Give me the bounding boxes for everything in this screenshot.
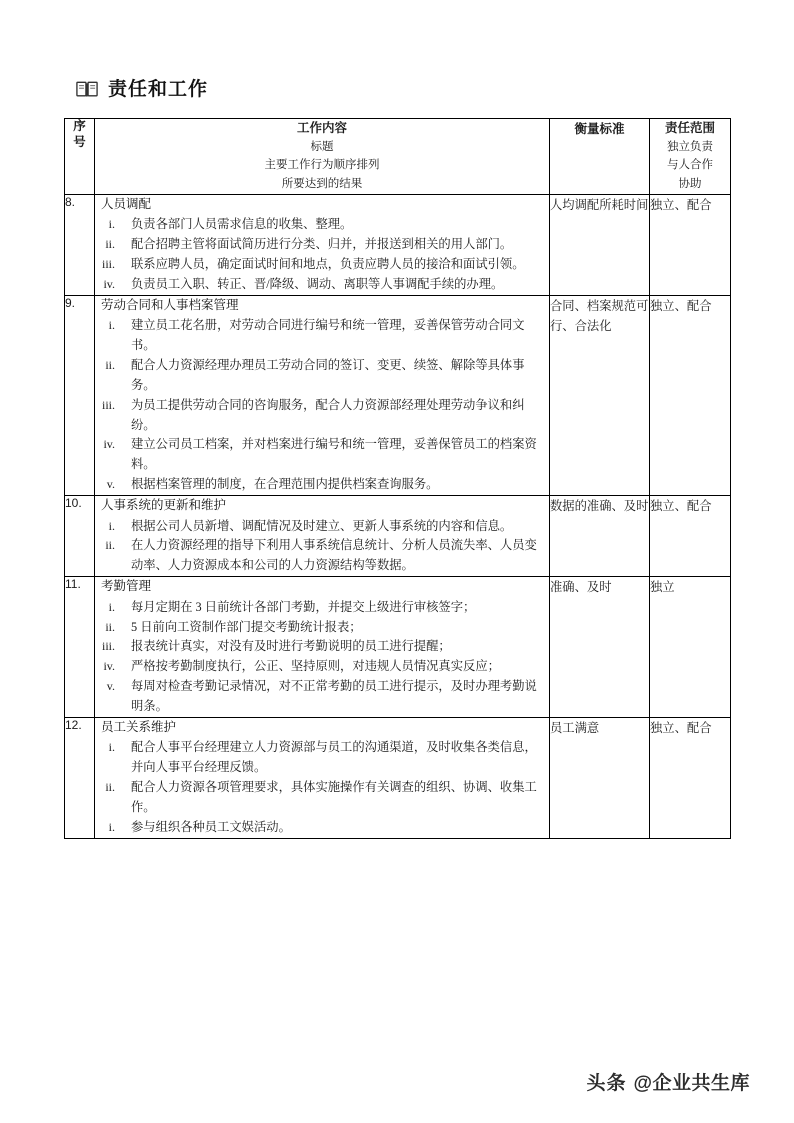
list-item-text: 配合招聘主管将面试简历进行分类、归并，并报送到相关的用人部门。 xyxy=(131,236,513,251)
row-work-content xyxy=(95,194,550,295)
row-sequence-number: 8. xyxy=(65,194,95,295)
list-item xyxy=(95,536,549,576)
row-sequence-number: 12. xyxy=(65,718,95,839)
list-item-text: 根据档案管理的制度，在合理范围内提供档案查询服务。 xyxy=(131,477,439,492)
column-header-sequence xyxy=(65,119,95,195)
table-row xyxy=(65,577,731,718)
list-item-marker: i. xyxy=(108,740,115,755)
row-responsibility-scope: 独立、配合 xyxy=(650,496,731,577)
list-item xyxy=(95,215,549,235)
list-item-text: 参与组织各种员工文娱活动。 xyxy=(131,820,291,835)
list-item xyxy=(95,517,549,537)
row-work-content-title: 员工关系维护 xyxy=(101,720,177,735)
column-header-work-content-sub1: 标题 xyxy=(310,140,334,153)
table-row xyxy=(65,295,731,496)
list-item xyxy=(95,356,549,396)
column-header-sequence-line2: 号 xyxy=(73,134,86,149)
row-sequence-number: 11. xyxy=(65,577,95,718)
list-item-marker: iii. xyxy=(101,639,115,654)
responsibilities-table xyxy=(64,118,731,839)
list-item-text: 根据公司人员新增、调配情况及时建立、更新人事系统的内容和信息。 xyxy=(131,518,513,533)
list-item-marker: ii. xyxy=(105,357,115,372)
row-responsibility-scope: 独立、配合 xyxy=(650,295,731,496)
column-header-scope-title: 责任范围 xyxy=(664,121,715,135)
list-item-marker: i. xyxy=(108,599,115,614)
page-title-text: 责任和工作 xyxy=(108,79,209,100)
list-item-text: 配合人事平台经理建立人力资源部与员工的沟通渠道，及时收集各类信息，并向人事平台经理反馈。 xyxy=(131,740,537,775)
row-work-content-title: 人事系统的更新和维护 xyxy=(101,498,227,513)
watermark-account: @企业共生库 xyxy=(633,1073,750,1094)
list-item-text: 建立员工花名册，对劳动合同进行编号和统一管理，妥善保管劳动合同文书。 xyxy=(131,318,525,352)
list-item-marker: i. xyxy=(108,518,115,533)
list-item xyxy=(95,255,549,275)
row-sequence-number: 10. xyxy=(65,496,95,577)
row-work-content-title: 考勤管理 xyxy=(101,579,152,594)
row-work-content-list xyxy=(95,517,549,577)
list-item xyxy=(95,598,549,618)
list-item-marker: i. xyxy=(108,820,115,835)
row-work-content xyxy=(95,496,550,577)
row-measurement-standard: 员工满意 xyxy=(550,718,650,839)
row-measurement-standard: 准确、及时 xyxy=(550,577,650,718)
page-title xyxy=(76,80,208,99)
row-measurement-standard: 人均调配所耗时间 xyxy=(550,194,650,295)
row-work-content-list xyxy=(95,738,549,838)
row-work-content-list xyxy=(95,316,549,495)
row-work-content-list xyxy=(95,598,549,717)
list-item xyxy=(95,657,549,677)
list-item-marker: ii. xyxy=(105,538,115,553)
list-item xyxy=(95,316,549,356)
table-header-row xyxy=(65,119,731,195)
list-item-marker: iii. xyxy=(101,256,115,271)
list-item xyxy=(95,637,549,657)
column-header-work-content xyxy=(95,119,550,195)
watermark-logo: 头条 xyxy=(586,1073,627,1094)
list-item-marker: ii. xyxy=(105,780,115,795)
list-item-text: 配合人力资源各项管理要求，具体实施操作有关调查的组织、协调、收集工作。 xyxy=(131,780,537,815)
list-item-marker: iv. xyxy=(103,437,115,452)
open-book-icon xyxy=(76,81,98,99)
row-responsibility-scope: 独立 xyxy=(650,577,731,718)
row-work-content-title: 劳动合同和人事档案管理 xyxy=(101,297,239,312)
column-header-standard: 衡量标准 xyxy=(550,119,650,195)
list-item-text: 每月定期在 3 日前统计各部门考勤，并提交上级进行审核签字； xyxy=(131,599,476,614)
watermark xyxy=(586,1068,750,1095)
list-item-marker: ii. xyxy=(105,619,115,634)
row-work-content xyxy=(95,295,550,496)
list-item-marker: v. xyxy=(106,679,115,694)
row-responsibility-scope: 独立、配合 xyxy=(650,718,731,839)
list-item xyxy=(95,235,549,255)
list-item xyxy=(95,677,549,717)
column-header-work-content-sub3: 所要达到的结果 xyxy=(281,178,363,190)
list-item-marker: iii. xyxy=(101,397,115,412)
column-header-scope-sub2: 与人合作 xyxy=(667,159,713,172)
list-item-text: 负责各部门人员需求信息的收集、整理。 xyxy=(131,217,353,231)
column-header-scope xyxy=(650,119,731,195)
list-item xyxy=(95,275,549,295)
column-header-scope-sub3: 协助 xyxy=(678,178,702,190)
row-work-content xyxy=(95,718,550,839)
row-work-content xyxy=(95,577,550,718)
list-item-text: 在人力资源经理的指导下利用人事系统信息统计、分析人员流失率、人员变动率、人力资源成本和公司的人力资源结构等数据。 xyxy=(131,538,537,573)
row-work-content-title: 人员调配 xyxy=(101,196,152,211)
row-measurement-standard: 合同、档案规范可行、合法化 xyxy=(550,295,650,496)
row-measurement-standard: 数据的准确、及时 xyxy=(550,496,650,577)
row-work-content-list xyxy=(95,215,549,295)
list-item-text: 每周对检查考勤记录情况，对不正常考勤的员工进行提示，及时办理考勤说明条。 xyxy=(131,679,537,714)
list-item-marker: ii. xyxy=(105,236,115,251)
list-item-text: 建立公司员工档案，并对档案进行编号和统一管理，妥善保管员工的档案资料。 xyxy=(131,437,537,472)
list-item xyxy=(95,778,549,818)
column-header-work-content-sub2: 主要工作行为顺序排列 xyxy=(264,159,380,172)
list-item-text: 严格按考勤制度执行，公正、坚持原则，对违规人员情况真实反应； xyxy=(131,659,500,674)
column-header-work-content-title: 工作内容 xyxy=(296,121,347,135)
list-item-marker: i. xyxy=(108,318,115,332)
list-item-text: 为员工提供劳动合同的咨询服务，配合人力资源部经理处理劳动争议和纠纷。 xyxy=(131,397,525,432)
responsibilities-table-wrapper xyxy=(64,118,730,839)
list-item xyxy=(95,818,549,838)
list-item-text: 报表统计真实，对没有及时进行考勤说明的员工进行提醒； xyxy=(131,639,451,654)
list-item-text: 负责员工入职、转正、晋/降级、调动、离职等人事调配手续的办理。 xyxy=(131,276,504,291)
table-header xyxy=(65,119,731,195)
list-item xyxy=(95,435,549,475)
table-row xyxy=(65,194,731,295)
list-item-marker: i. xyxy=(108,217,115,231)
list-item-marker: iv. xyxy=(103,659,115,674)
list-item xyxy=(95,475,549,495)
list-item-marker: v. xyxy=(106,477,115,492)
column-header-sequence-line1: 序 xyxy=(73,119,86,133)
row-responsibility-scope: 独立、配合 xyxy=(650,194,731,295)
list-item-text: 联系应聘人员，确定面试时间和地点，负责应聘人员的接洽和面试引领。 xyxy=(131,256,525,271)
list-item xyxy=(95,618,549,638)
table-row xyxy=(65,496,731,577)
column-header-scope-sub1: 独立负责 xyxy=(667,140,713,153)
table-row xyxy=(65,718,731,839)
list-item xyxy=(95,396,549,436)
table-body xyxy=(65,194,731,838)
list-item-marker: iv. xyxy=(103,276,115,291)
list-item-text: 5 日前向工资制作部门提交考勤统计报表； xyxy=(131,619,362,634)
row-sequence-number: 9. xyxy=(65,295,95,496)
list-item xyxy=(95,738,549,778)
list-item-text: 配合人力资源经理办理员工劳动合同的签订、变更、续签、解除等具体事务。 xyxy=(131,357,525,392)
